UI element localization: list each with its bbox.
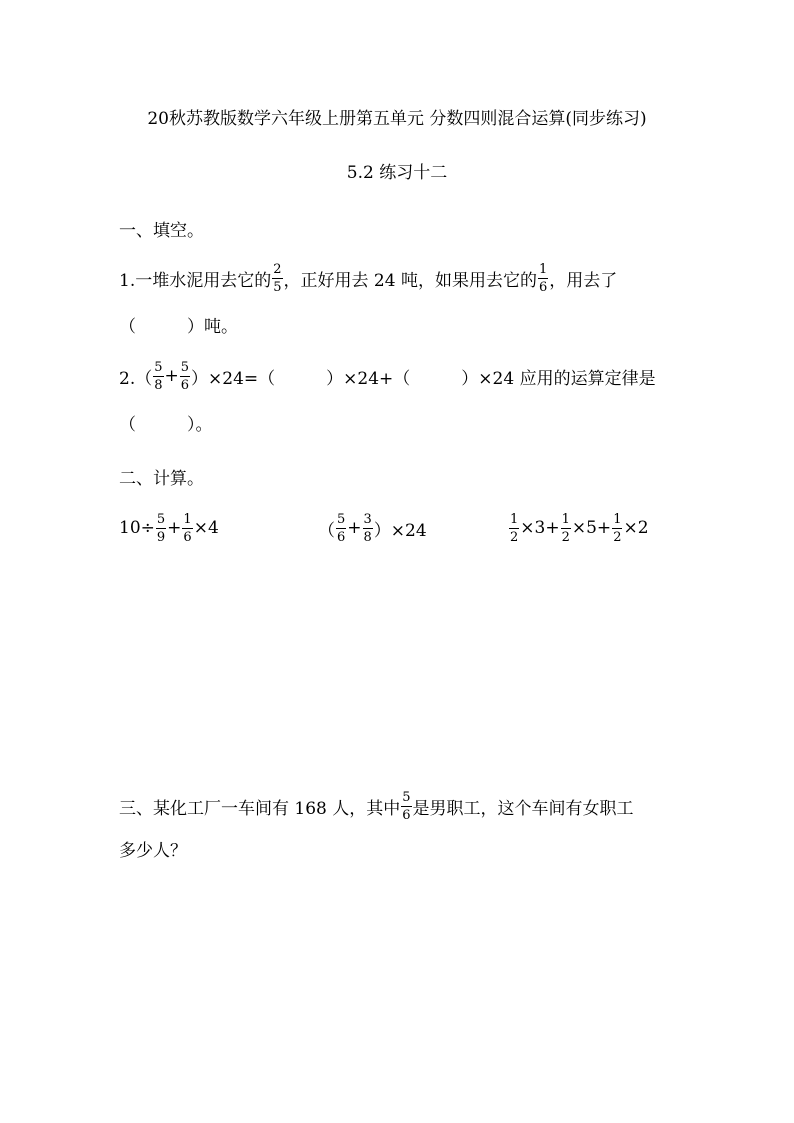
e2-text-a: （ [318, 520, 335, 541]
denominator: 2 [510, 529, 519, 545]
numerator: 1 [613, 511, 622, 527]
subtitle-text: 5.2 练习十二 [346, 162, 448, 183]
numerator: 5 [154, 359, 163, 375]
denominator: 9 [156, 529, 166, 545]
denominator: 6 [402, 807, 411, 823]
fraction-bar [272, 278, 282, 279]
numerator: 1 [538, 261, 548, 277]
section-3-line-1 [119, 786, 634, 826]
numerator: 5 [180, 359, 190, 375]
fraction-bar [336, 528, 346, 529]
question-2-line-1 [119, 356, 656, 396]
question-1-line-2 [119, 304, 238, 344]
e1-fraction-1 [156, 512, 166, 545]
q1-fraction-2 [538, 262, 548, 295]
s3-text-a: 三、某化工厂一车间有 168 人，其中 [119, 798, 401, 819]
numerator: 5 [156, 511, 166, 527]
expression-1 [119, 508, 219, 548]
numerator: 2 [273, 261, 282, 277]
denominator: 8 [363, 529, 372, 545]
numerator: 1 [561, 511, 570, 527]
q2-answer-blank: （ ）。 [119, 414, 213, 435]
e1-text-a: 10÷ [119, 518, 155, 538]
q2-fraction-1 [153, 360, 163, 393]
fraction-bar [401, 806, 411, 807]
page-subtitle [0, 150, 794, 190]
denominator: 2 [561, 529, 570, 545]
question-1-line-1 [119, 258, 617, 298]
question-2-line-2 [119, 402, 213, 442]
e1-fraction-2 [182, 512, 192, 545]
denominator: 8 [154, 377, 163, 393]
denominator: 6 [183, 529, 192, 545]
q2-fraction-2 [180, 360, 190, 393]
numerator: 5 [337, 511, 346, 527]
denominator: 5 [273, 279, 282, 295]
fraction-bar [180, 376, 190, 377]
q2-text-a: 2.（ [119, 368, 153, 389]
fraction-bar [561, 528, 571, 529]
section-2-heading [119, 456, 204, 496]
s3-text-line2: 多少人？ [119, 840, 187, 861]
e2-text-b: + [347, 518, 362, 538]
numerator: 5 [402, 789, 411, 805]
s3-text-b: 是男职工，这个车间有女职工 [412, 798, 634, 819]
section-1-heading-text: 一、填空。 [119, 220, 204, 241]
denominator: 6 [538, 279, 548, 295]
e3-fraction-2 [561, 512, 571, 545]
expression-2 [318, 508, 427, 548]
e2-fraction-2 [363, 512, 373, 545]
fraction-bar [153, 376, 163, 377]
e3-fraction-3 [612, 512, 622, 545]
fraction-bar [612, 528, 622, 529]
s3-fraction-1 [401, 790, 411, 823]
numerator: 1 [510, 511, 519, 527]
fraction-bar [156, 528, 166, 529]
numerator: 3 [363, 511, 372, 527]
q1-text-a: 1.一堆水泥用去它的 [119, 270, 272, 291]
q1-text-c: ，用去了 [549, 270, 618, 291]
denominator: 6 [337, 529, 346, 545]
q1-answer-blank: （ ）吨。 [119, 316, 238, 337]
expression-3 [508, 508, 649, 548]
e2-text-c: ）×24 [373, 520, 427, 541]
q2-plus: + [164, 366, 179, 386]
title-text: 20秋苏教版数学六年级上册第五单元 分数四则混合运算(同步练习) [147, 108, 647, 129]
fraction-bar [538, 278, 548, 279]
e3-text-a: ×3+ [520, 518, 560, 538]
denominator: 6 [180, 377, 190, 393]
page-title [0, 96, 794, 136]
e3-fraction-1 [509, 512, 519, 545]
fraction-bar [509, 528, 519, 529]
fraction-bar [363, 528, 373, 529]
q1-text-b: ，正好用去 24 吨，如果用去它的 [283, 270, 537, 291]
e3-text-c: ×2 [623, 518, 649, 538]
denominator: 2 [613, 529, 622, 545]
e2-fraction-1 [336, 512, 346, 545]
section-2-heading-text: 二、计算。 [119, 468, 204, 489]
q2-text-b: ）×24=（ ）×24+（ ）×24 应用的运算定律是 [191, 368, 656, 389]
section-1-heading [119, 208, 204, 248]
e1-text-c: ×4 [193, 518, 219, 538]
fraction-bar [182, 528, 192, 529]
q1-fraction-1 [272, 262, 282, 295]
numerator: 1 [183, 511, 192, 527]
e3-text-b: ×5+ [571, 518, 612, 538]
e1-text-b: + [167, 518, 182, 538]
section-3-line-2 [119, 828, 187, 868]
